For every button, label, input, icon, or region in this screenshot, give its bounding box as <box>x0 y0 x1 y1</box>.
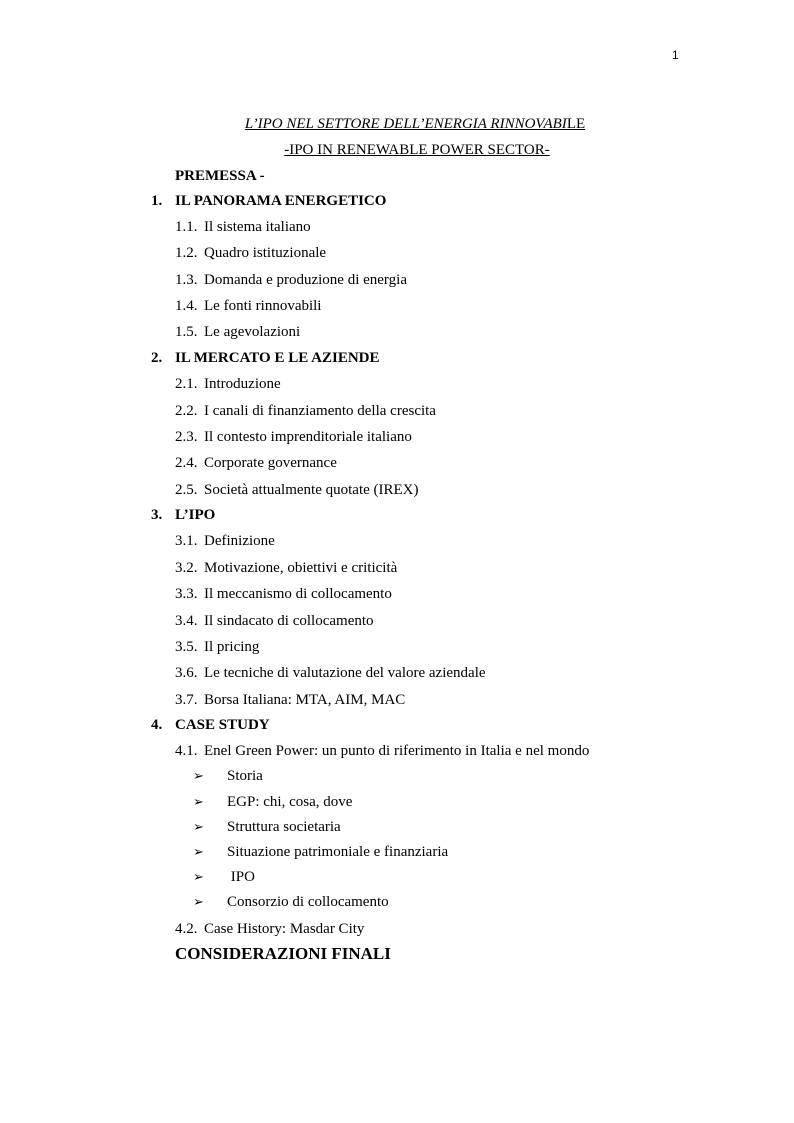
subsection-title: Domanda e produzione di energia <box>204 272 407 288</box>
chapter-title: L’IPO <box>175 507 216 523</box>
subsection-title: Il meccanismo di collocamento <box>204 586 392 602</box>
subsection-number: 2.4. <box>175 455 198 471</box>
page-number: 1 <box>672 48 679 62</box>
subsection-number: 2.2. <box>175 403 198 419</box>
subsection-title: Quadro istituzionale <box>204 245 327 261</box>
subsection-number: 3.1. <box>175 533 198 549</box>
bullet-text: EGP: chi, cosa, dove <box>227 794 353 810</box>
arrow-bullet-icon: ➢ <box>193 844 204 859</box>
subsection-title: Case History: Masdar City <box>204 921 365 937</box>
subsection-number: 1.3. <box>175 272 198 288</box>
subsection-number: 4.1. <box>175 743 198 759</box>
subsection-title: Il contesto imprenditoriale italiano <box>204 429 412 445</box>
subsection-title: Introduzione <box>204 376 281 392</box>
bullet-text: Consorzio di collocamento <box>227 894 389 910</box>
subsection-number: 2.3. <box>175 429 198 445</box>
chapter-number: 2. <box>151 350 163 366</box>
arrow-bullet-icon: ➢ <box>193 768 204 783</box>
arrow-bullet-icon: ➢ <box>193 869 204 884</box>
subsection-number: 3.3. <box>175 586 198 602</box>
subsection-title: Le fonti rinnovabili <box>204 298 322 314</box>
chapter-number: 1. <box>151 193 163 209</box>
arrow-bullet-icon: ➢ <box>193 894 204 909</box>
arrow-bullet-icon: ➢ <box>193 819 204 834</box>
subsection-title: Il pricing <box>204 639 260 655</box>
subsection-number: 1.5. <box>175 324 198 340</box>
subsection-number: 1.4. <box>175 298 198 314</box>
subsection-number: 3.5. <box>175 639 198 655</box>
subsection-title: Motivazione, obiettivi e criticità <box>204 560 398 576</box>
toc-final-section: CONSIDERAZIONI FINALI <box>175 944 391 963</box>
subsection-number: 3.6. <box>175 665 198 681</box>
subsection-number: 2.5. <box>175 482 198 498</box>
subsection-number: 3.7. <box>175 692 198 708</box>
subsection-title: Enel Green Power: un punto di riferimento in Italia e nel mondo <box>204 743 590 759</box>
subsection-title: Le agevolazioni <box>204 324 301 340</box>
title-italic-part: L’IPO NEL SETTORE DELL’ENERGIA RINNOVABI <box>244 116 567 132</box>
subsection-number: 4.2. <box>175 921 198 937</box>
subsection-title: Corporate governance <box>204 455 337 471</box>
subsection-title: I canali di finanziamento della crescita <box>204 403 436 419</box>
chapter-title: IL PANORAMA ENERGETICO <box>175 193 387 209</box>
subsection-title: Le tecniche di valutazione del valore aziendale <box>204 665 486 681</box>
subsection-number: 1.2. <box>175 245 198 261</box>
chapter-title: IL MERCATO E LE AZIENDE <box>175 350 380 366</box>
subsection-title: Il sistema italiano <box>204 219 311 235</box>
chapter-number: 4. <box>151 717 163 733</box>
subsection-title: Il sindacato di collocamento <box>204 613 374 629</box>
document-subtitle: -IPO IN RENEWABLE POWER SECTOR- <box>284 142 550 158</box>
chapter-title: CASE STUDY <box>175 717 270 733</box>
title-upright-part: LE <box>566 116 586 132</box>
subsection-title: Società attualmente quotate (IREX) <box>204 482 419 498</box>
subsection-number: 3.4. <box>175 613 198 629</box>
subsection-number: 3.2. <box>175 560 198 576</box>
arrow-bullet-icon: ➢ <box>193 794 204 809</box>
chapter-number: 3. <box>151 507 163 523</box>
bullet-text: Struttura societaria <box>227 819 341 835</box>
subsection-number: 1.1. <box>175 219 198 235</box>
bullet-text: Storia <box>227 768 263 784</box>
subsection-title: Borsa Italiana: MTA, AIM, MAC <box>204 692 406 708</box>
subsection-number: 2.1. <box>175 376 198 392</box>
bullet-text: IPO <box>227 869 255 885</box>
toc-premessa: PREMESSA - <box>175 168 265 184</box>
bullet-text: Situazione patrimoniale e finanziaria <box>227 844 449 860</box>
subsection-title: Definizione <box>204 533 275 549</box>
